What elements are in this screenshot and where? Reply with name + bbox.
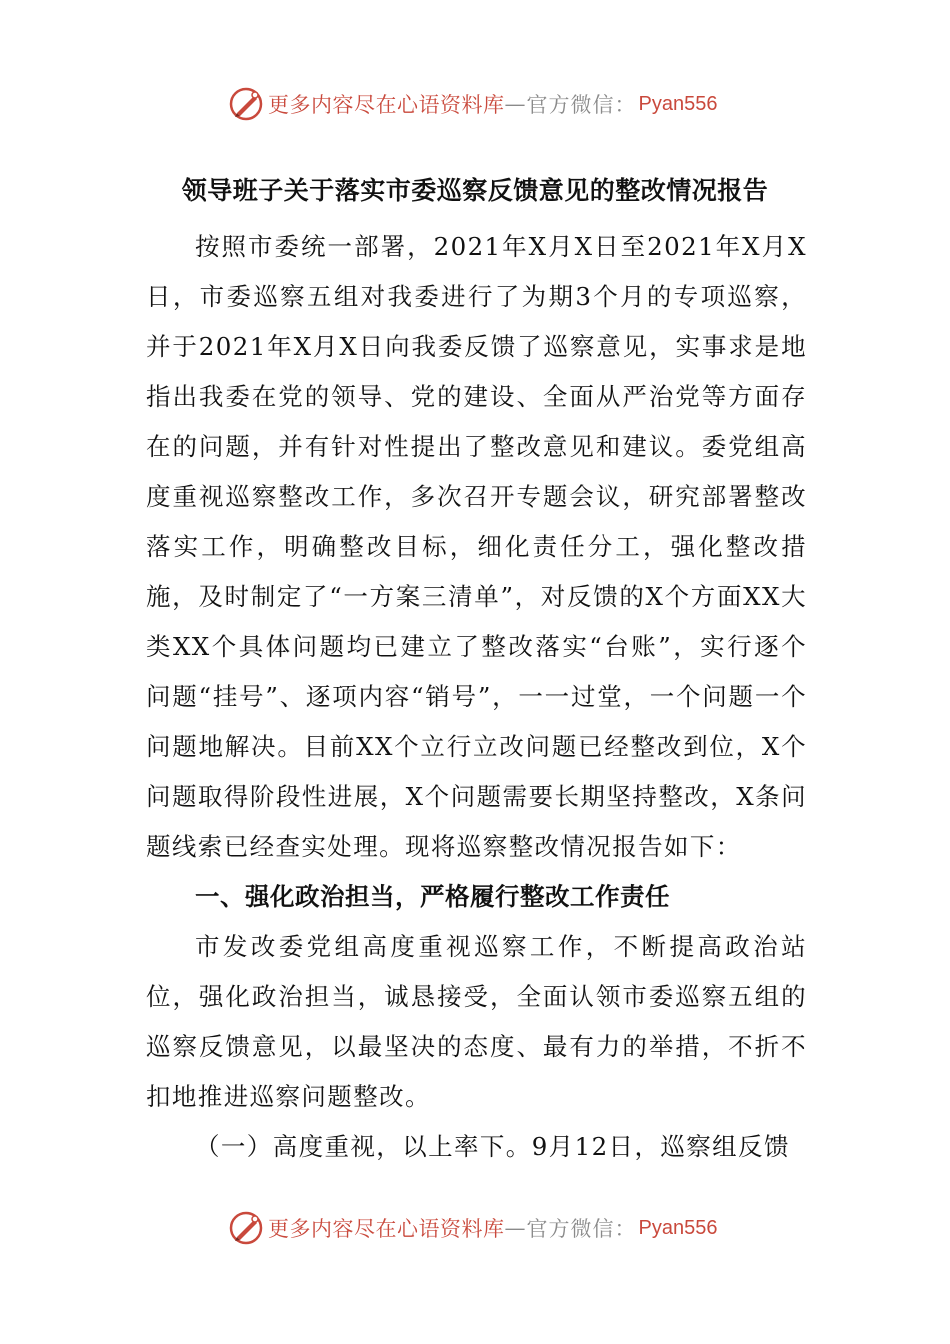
section-1-paragraph: 市发改委党组高度重视巡察工作，不断提高政治站位，强化政治担当，诚恳接受，全面认领市委巡察五组的巡察反馈意见，以最坚决的态度、最有力的举措，不折不扣地推进巡察问题整改。 (146, 932, 807, 1111)
watermark-wechat-label: 官方微信： (526, 93, 637, 117)
watermark-site-name: 更多内容尽在心语资料库 (268, 93, 505, 117)
pen-logo-icon (228, 1210, 264, 1246)
pen-logo-icon (228, 86, 264, 122)
watermark-dash: — (504, 1216, 527, 1240)
intro-paragraph: 按照市委统一部署，2021年X月X日至2021年X月X日，市委巡察五组对我委进行了为期3个月的专项巡察，并于2021年X月X日向我委反馈了巡察意见，实事求是地指出我委在党的领导、党的建设、全面从严治党等方面存在的问题，并有针对性提出了整改意见和建议。委党组高度重视巡察整改工作，多次召开专题会议，研究部署整改落实工作，明确整改目标，细化责任分工，强化整改措施，及时制定了“一方案三清单”，对反馈的X个方面XX大类XX个具体问题均已建立了整改落实“台账”，实行逐个问题“挂号”、逐项内容“销号”，一一过堂，一个问题一个问题地解决。目前XX个立行立改问题已经整改到位，X个问题取得阶段性进展，X个问题需要长期坚持整改，X条问题线索已经查实处理。现将巡察整改情况报告如下： (146, 232, 807, 861)
watermark-wechat-label: 官方微信： (526, 1217, 637, 1241)
watermark-banner-bottom (228, 1208, 717, 1248)
watermark-banner-top (228, 84, 717, 124)
watermark-wechat-id: Pyan556 (638, 1216, 718, 1239)
watermark-wechat-id: Pyan556 (638, 92, 718, 115)
watermark-dash: — (504, 92, 527, 116)
section-heading-1: 一、强化政治担当，严格履行整改工作责任 (195, 882, 670, 911)
document-body (146, 222, 807, 1172)
watermark-site-name: 更多内容尽在心语资料库 (268, 1217, 505, 1241)
document-title: 领导班子关于落实市委巡察反馈意见的整改情况报告 (181, 176, 769, 205)
subsection-1-paragraph: （一）高度重视，以上率下。9月12日，巡察组反馈 (195, 1132, 790, 1161)
